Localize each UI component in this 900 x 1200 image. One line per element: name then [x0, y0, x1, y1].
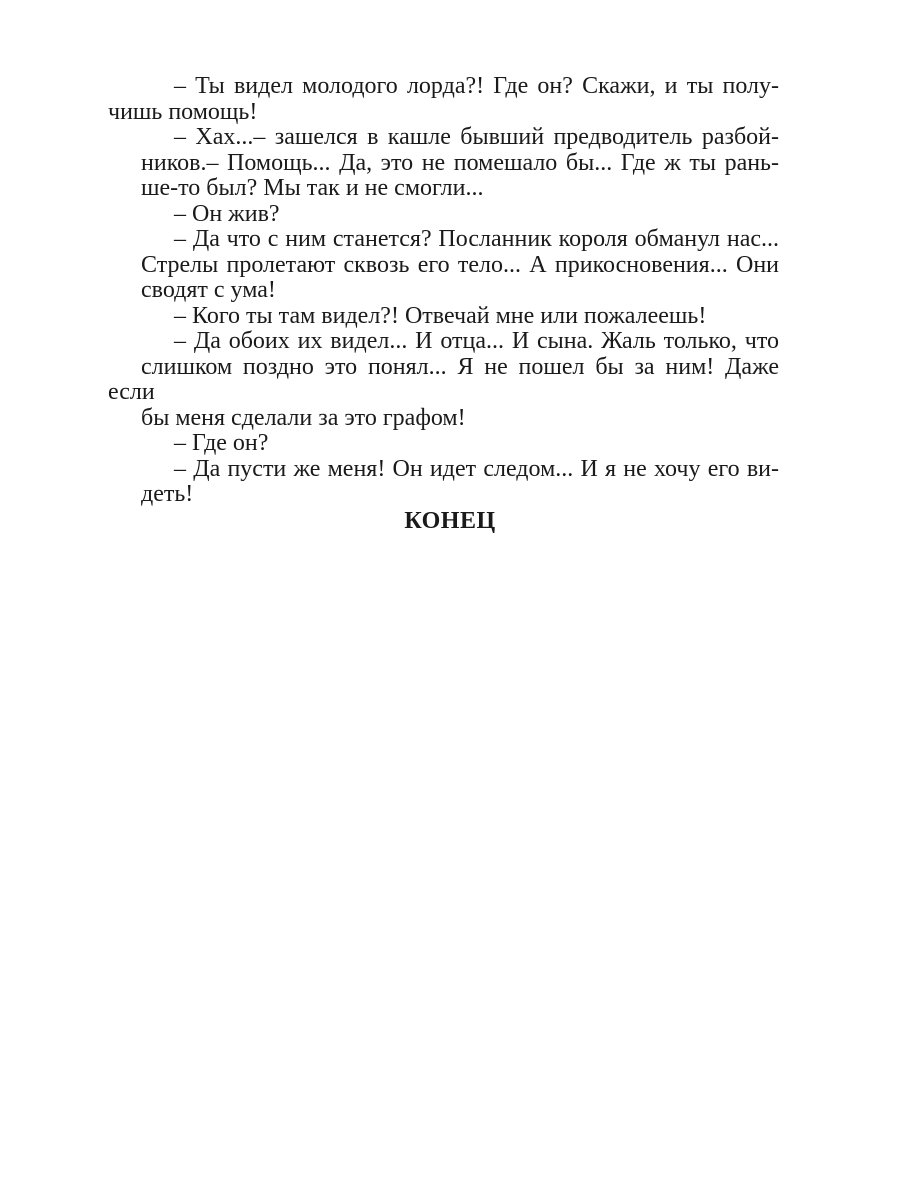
text-line: бы меня сделали за это графом! — [141, 404, 466, 431]
text-line: – Да пусти же меня! Он идет следом... И я не хочу его ви- — [174, 455, 779, 482]
dialogue-paragraph — [141, 125, 779, 202]
text-line: сводят с ума! — [141, 277, 276, 303]
text-line: – Хах...– зашелся в кашле бывший предводитель разбой- — [174, 124, 779, 150]
text-line: слишком поздно это понял... Я не пошел бы за ним! Даже если — [108, 353, 779, 405]
text-line: деть! — [141, 481, 194, 507]
dialogue-paragraph — [141, 431, 779, 457]
dialogue-paragraph — [141, 227, 779, 304]
dialogue-paragraph — [141, 457, 779, 508]
dialogue-paragraph — [108, 328, 779, 431]
text-line: ников.– Помощь... Да, это не помешало бы... Где ж ты рань- — [141, 149, 779, 176]
text-line: Стрелы пролетают сквозь его тело... А прикосновения... Они — [141, 251, 779, 278]
dialogue-paragraph — [141, 202, 779, 228]
dialogue-paragraph — [108, 73, 779, 125]
text-line: – Он жив? — [174, 200, 280, 227]
text-line: – Да обоих их видел... И отца... И сына. Жаль только, что — [174, 328, 779, 354]
text-line: – Ты видел молодого лорда?! Где он? Скажи, и ты полу- — [174, 73, 779, 99]
text-line: – Где он? — [174, 430, 269, 456]
dialogue-paragraph — [141, 304, 779, 330]
end-title: КОНЕЦ — [404, 508, 496, 534]
dialogue-text — [108, 73, 779, 508]
text-line: – Кого ты там видел?! Отвечай мне или пожалеешь! — [174, 302, 707, 329]
text-line: ше-то был? Мы так и не смогли... — [141, 175, 484, 201]
text-line: – Да что с ним станется? Посланник короля обманул нас... — [174, 226, 779, 252]
text-line: чишь помощь! — [108, 98, 258, 125]
